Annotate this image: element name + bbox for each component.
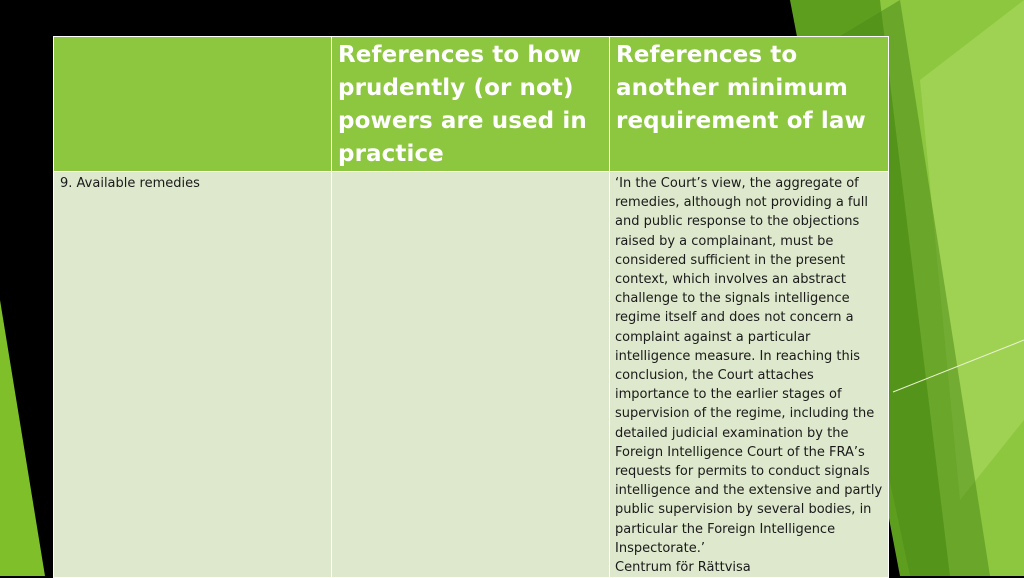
header-requirement-text: References to another minimum requirement of law — [616, 42, 866, 134]
header-practice-text: References to how prudently (or not) powers are used in practice — [338, 42, 587, 167]
row-label: 9. Available remedies — [60, 176, 200, 191]
practice-cell — [332, 172, 610, 578]
table-header-row — [54, 37, 889, 172]
practice-text — [332, 172, 609, 176]
left-green-stripe — [0, 300, 45, 576]
header-cell-minimum-requirement — [610, 37, 889, 172]
court-quote: ‘In the Court’s view, the aggregate of remedies, although not providing a full and public response to the objections raised by a complainant, must be considered sufficient in the present context, which involves an abstract challenge to the signals intelligence regime itself and does not concern a complaint against a particular intelligence measure. In reaching this conclusion, the Court attaches importance to the earlier stages of supervision of the regime, including the detailed judicial examination by the Foreign Intelligence Court of the FRA’s requests for permits to conduct signals intelligence and the extensive and partly public supervision by several bodies, in particular the Foreign Intelligence Inspectorate.’ — [615, 176, 883, 556]
row-label-cell — [54, 172, 332, 578]
table-row — [54, 172, 889, 578]
header-cell-empty — [54, 37, 332, 172]
quote-cell — [610, 172, 889, 578]
header-cell-practice — [332, 37, 610, 172]
quote-source: Centrum för Rättvisa — [615, 560, 751, 576]
comparison-table — [53, 36, 889, 578]
